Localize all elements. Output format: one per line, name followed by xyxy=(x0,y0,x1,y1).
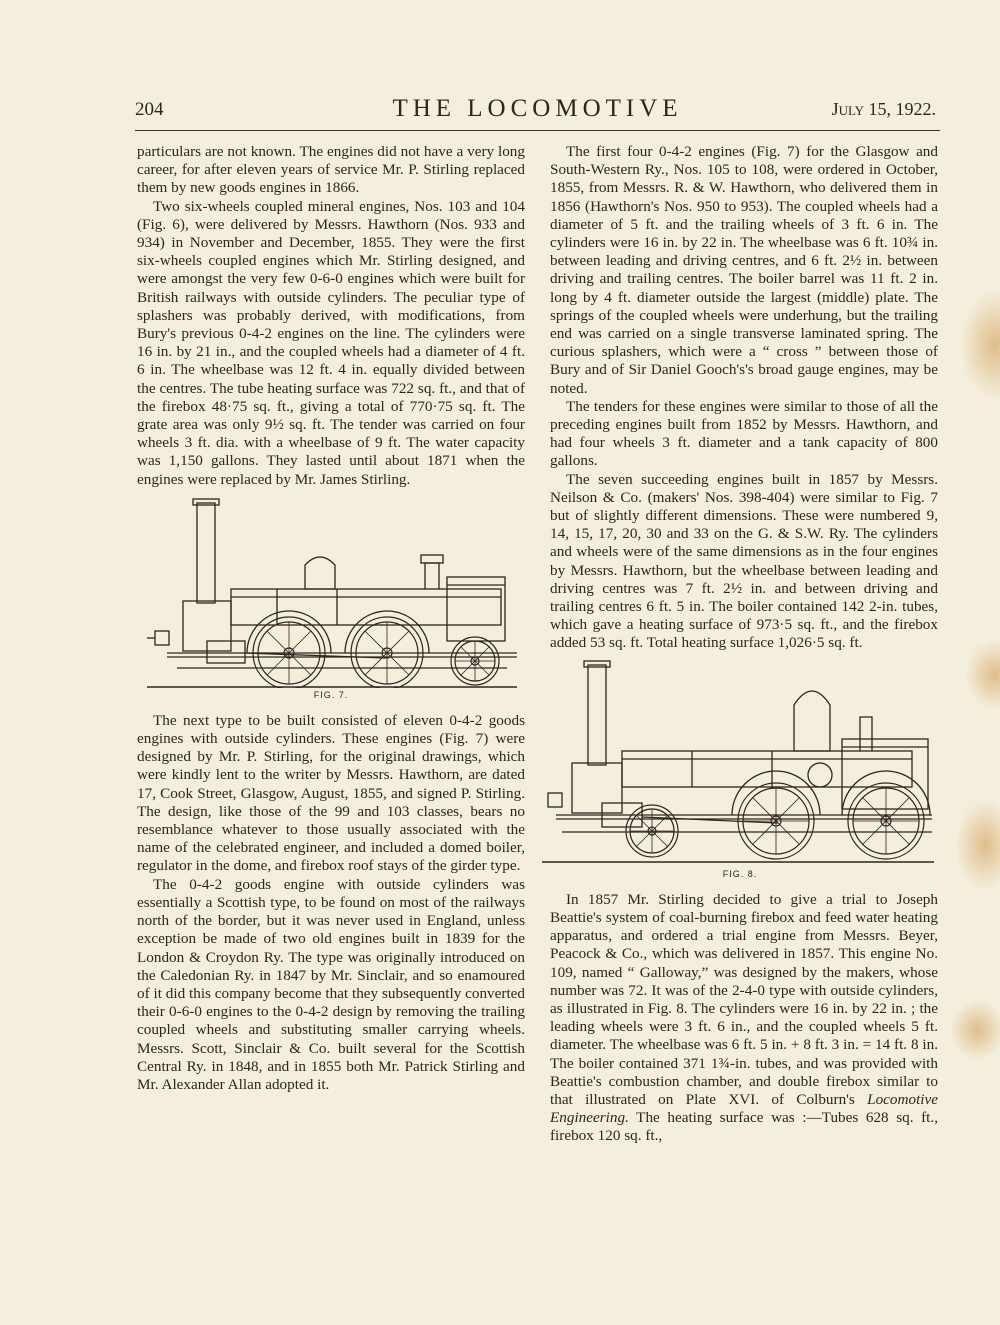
paragraph: The next type to be built consisted of eleven 0-4-2 goods engines with outside cylinders. These engines (Fig. 7) were designed by Mr. P. Stirling, for the original drawings, which were kindly lent to the writer by Messrs. Hawthorn, are dated 17, Cook Street, Glasgow, August, 1855, and signed P. Stirling. The design, like those of the 99 and 103 classes, bears no resemblance whatever to those usually associated with the name of the celebrated engineer, and included a domed boiler, regulator in the dome, and firebox roof stays of the girder type. xyxy=(137,711,525,875)
paragraph: Two six-wheels coupled mineral engines, Nos. 103 and 104 (Fig. 6), were delivered by Messrs. Hawthorn (Nos. 933 and 934) in November and December, 1855. They were the first six-wheels coupled engines which Mr. Stirling designed, and were amongst the very few 0-6-0 engines which were built for British railways with outside cylinders. The peculiar type of splashers was probably derived, with modifications, from Bury's previous 0-4-2 engines on the line. The cylinders were 16 in. by 21 in., and the coupled wheels had a diameter of 4 ft. 6 in. The wheelbase was 12 ft. 4 in. equally divided between the centres. The tube heating surface was 722 sq. ft., and that of the firebox 48·75 sq. ft., giving a total of 770·75 sq. ft. The grate area was only 9½ sq. ft. The tender was carried on four wheels 3 ft. dia. with a wheelbase of 9 ft. The water capacity was 1,150 gallons. They lasted until about 1871 when the engines were replaced by Mr. James Stirling. xyxy=(137,197,525,488)
book-title: Locomotive Engineering. xyxy=(550,1090,938,1127)
locomotive-2-4-0-illustration xyxy=(542,657,938,867)
paragraph: The 0-4-2 goods engine with outside cylinders was essentially a Scottish type, to be found on most of the railways north of the border, but it was never used in England, unless exception be made of two old engines built in 1839 for the London & Croydon Ry. The type was originally introduced on the Caledonian Ry. in 1847 by Mr. Sinclair, and so enamoured of it did this company become that they subsequently converted their 0-6-0 engines to the 0-4-2 design by removing the trailing coupled wheels and substituting smaller carrying wheels. Messrs. Scott, Sinclair & Co. built several for the Scottish Central Ry. in 1848, and in 1855 both Mr. Patrick Stirling and Mr. Alexander Allan adopted it. xyxy=(137,875,525,1093)
figure-caption: FIG. 8. xyxy=(722,868,758,879)
paragraph: The tenders for these engines were similar to those of all the preceding engines built from 1852 by Messrs. Hawthorn, and had four wheels 3 ft. diameter and a tank capacity of 800 gallons. xyxy=(550,397,938,470)
right-column xyxy=(550,143,938,1146)
paragraph-text: The heating surface was :—Tubes 628 sq. ft., firebox 120 sq. ft., xyxy=(550,1109,938,1145)
stain xyxy=(955,800,1000,890)
page-header xyxy=(135,95,940,125)
issue-date: July 15, 1922. xyxy=(831,99,936,119)
page-number: 204 xyxy=(135,99,164,120)
left-column xyxy=(137,143,525,1094)
figure-caption: FIG. 7. xyxy=(313,689,349,700)
header-rule xyxy=(135,130,940,131)
figure-7 xyxy=(137,493,525,700)
paragraph: particulars are not known. The engines did not have a very long career, for after eleven years of service Mr. P. Stirling replaced them by new goods engines in 1866. xyxy=(137,143,525,197)
stain xyxy=(950,1000,1000,1060)
stain xyxy=(960,290,1000,400)
journal-title: THE LOCOMOTIVE xyxy=(392,95,683,122)
locomotive-0-4-2-illustration xyxy=(137,493,525,688)
paragraph: The seven succeeding engines built in 1857 by Messrs. Neilson & Co. (makers' Nos. 398-404) were similar to Fig. 7 but of slightly different dimensions. These were numbered 9, 14, 15, 17, 20, 30 and 33 on the G. & S.W. Ry. The cylinders and wheels were of the same dimensions as in the four engines by Messrs. Hawthorn, but the wheelbase between leading and driving centres was 7 ft. 2½ in. and between driving and trailing centres 6 ft. 5 in. The boiler contained 142 2-in. tubes, which gave a heating surface of 973·5 sq. ft., and the firebox added 53 sq. ft. Total heating surface 1,026·5 sq. ft. xyxy=(550,470,938,652)
paragraph: The first four 0-4-2 engines (Fig. 7) for the Glasgow and South-Western Ry., Nos. 105 to 108, were ordered in October, 1855, from Messrs. R. & W. Hawthorn, who delivered them in 1856 (Hawthorn's Nos. 950 to 953). The coupled wheels had a diameter of 5 ft. and the trailing wheels of 3 ft. 6 in. The cylinders were 16 in. by 22 in. The wheelbase was 6 ft. 10¾ in. between leading and driving centres, and 6 ft. 2½ in. between driving and trailing centres. The boiler barrel was 11 ft. 2 in. long by 4 ft. diameter outside the largest (middle) plate. The springs of the coupled wheels were underhung, but the trailing end was carried on a single transverse laminated spring. The curious splashers, which were a “ cross ” between those of Bury and of Sir Daniel Gooch's's broad gauge engines, may be noted. xyxy=(550,143,938,397)
paragraph-text: In 1857 Mr. Stirling decided to give a trial to Joseph Beattie's system of coal-burning firebox and feed water heating apparatus, and ordered a trial engine from Messrs. Beyer, Peacock & Co., which was delivered in 1857. This engine No. 109, named “ Galloway,” was designed by the makers, whose number was 72. It was of the 2-4-0 type with outside cylinders, as illustrated in Fig. 8. The cylinders were 16 in. by 22 in. ; the leading wheels were 3 ft. 6 in., and the coupled wheels 5 ft. diameter. The wheelbase was 6 ft. 5 in. + 8 ft. 3 in. = 14 ft. 8 in. The boiler contained 371 1¾-in. tubes, and was provided with Beattie's combustion chamber, and double firebox similar to that illustrated on Plate XVI. of Colburn's xyxy=(550,890,938,1108)
stain xyxy=(965,640,1000,710)
paragraph xyxy=(550,891,938,1146)
figure-8 xyxy=(542,657,938,879)
